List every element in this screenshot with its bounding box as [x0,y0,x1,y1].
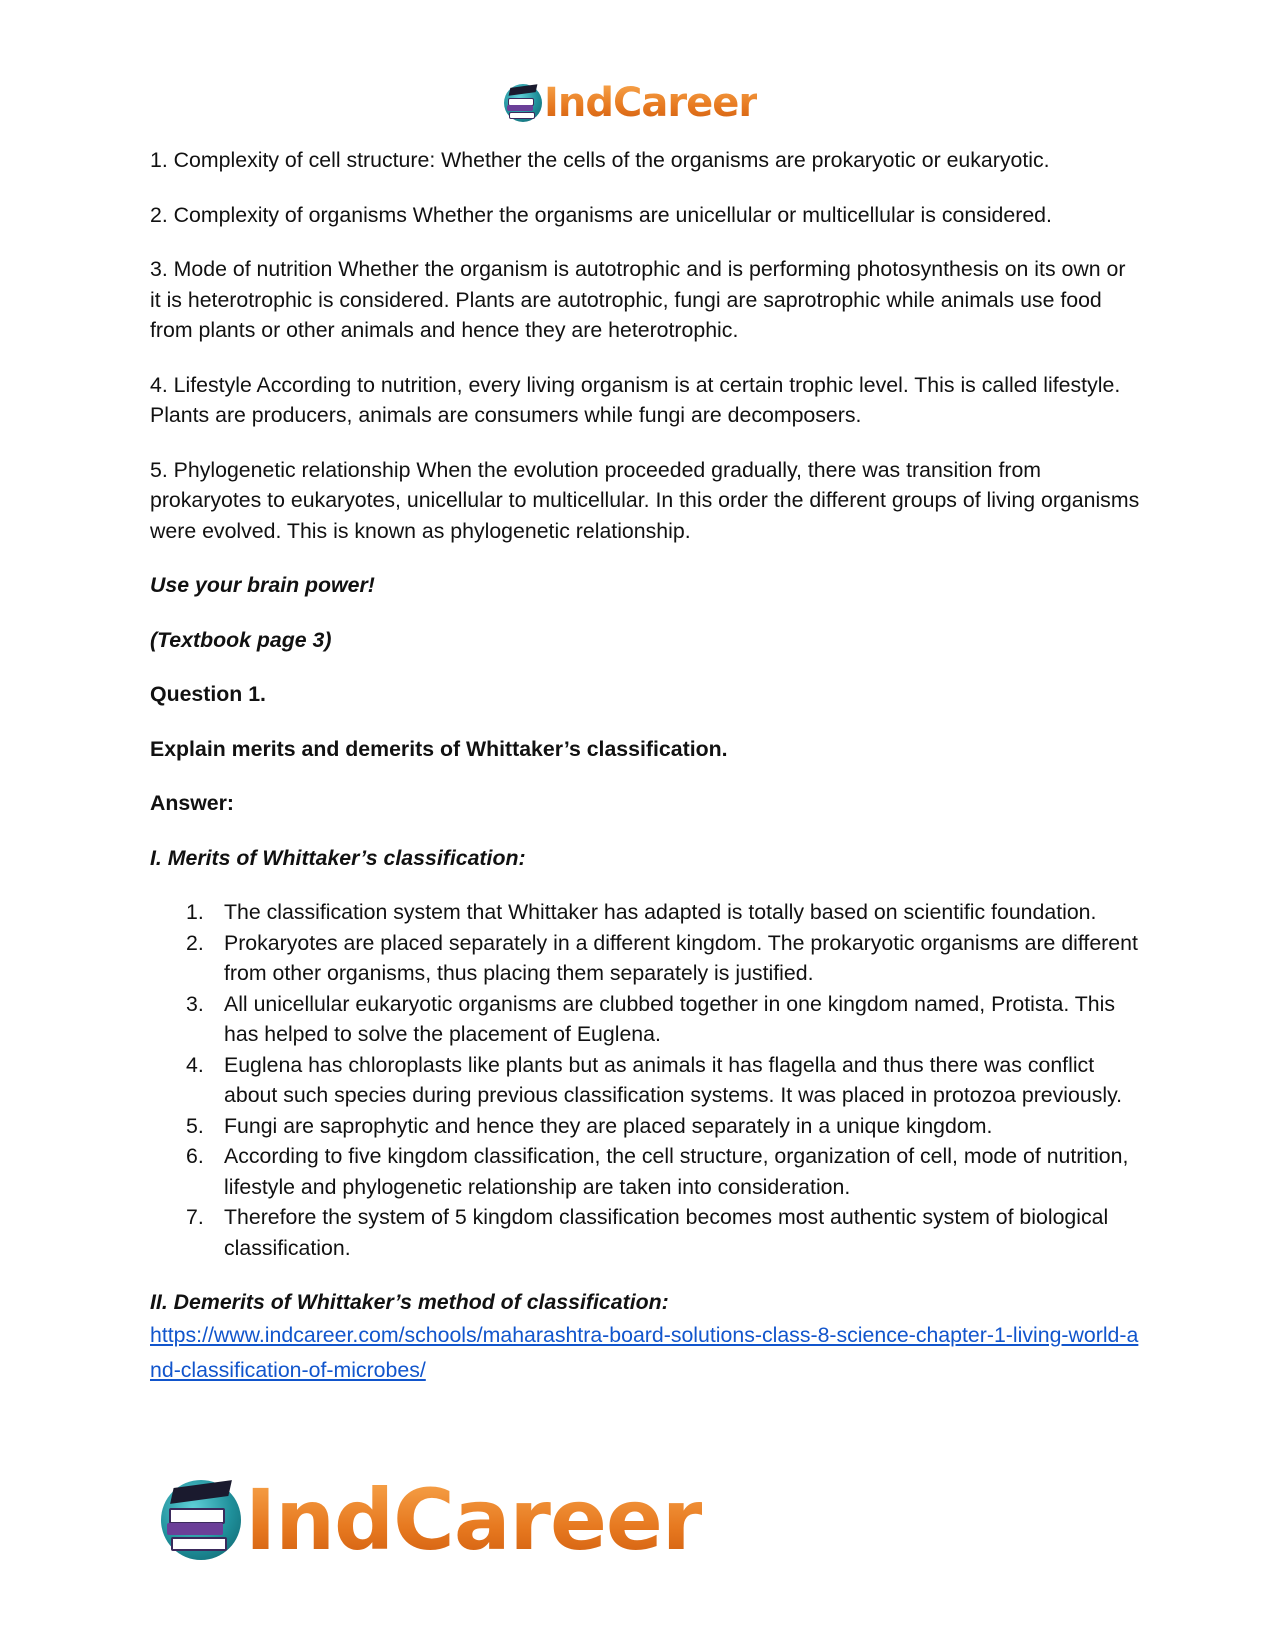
list-item-text: Euglena has chloroplasts like plants but as animals it has flagella and thus there was conflict about such species during previous classification systems. It was placed in protozoa previously. [224,1052,1123,1107]
list-item-text: The classification system that Whittaker has adapted is totally based on scientific foundation. [224,900,1097,924]
list-item [150,1141,1140,1202]
merits-list [150,897,1140,1263]
demerits-heading: II. Demerits of Whittaker’s method of classification: [150,1290,669,1314]
list-item-number: 2. [186,930,204,955]
list-item [150,1111,1140,1142]
footer-logo-text: IndCareer [245,1471,703,1569]
list-item-text: Prokaryotes are placed separately in a different kingdom. The prokaryotic organisms are different from other organisms, thus placing them separately is justified. [224,930,1138,985]
point-1: 1. Complexity of cell structure: Whether the cells of the organisms are prokaryotic or eukaryotic. [150,148,1050,172]
list-item-text: All unicellular eukaryotic organisms are clubbed together in one kingdom named, Protista. This has helped to solve the placement of Euglena. [224,991,1115,1046]
graduation-cap-books-icon [161,1480,241,1560]
list-item-text: Therefore the system of 5 kingdom classification becomes most authentic system of biological classification. [224,1205,1109,1260]
list-item-number: 3. [186,991,204,1016]
textbook-page-ref: (Textbook page 3) [150,627,332,652]
source-link[interactable]: https://www.indcareer.com/schools/maharashtra-board-solutions-class-8-science-chapter-1-living-world-and-classification-of-microbes/ [150,1322,1139,1382]
question-text: Explain merits and demerits of Whittaker’s classification. [150,736,728,761]
answer-label: Answer: [150,791,235,815]
list-item [150,1050,1140,1111]
graduation-cap-books-icon [504,84,542,122]
list-item [150,928,1140,989]
list-item-text: According to five kingdom classification, the cell structure, organization of cell, mode of nutrition, lifestyle and phylogenetic relationship are taken into consideration. [224,1144,1129,1199]
list-item-number: 5. [186,1113,204,1138]
footer-logo [161,1472,702,1568]
list-item [150,1202,1140,1263]
point-5: 5. Phylogenetic relationship When the evolution proceeded gradually, there was transition from prokaryotes to eukaryotes, unicellular to multicellular. In this order the different groups of living organisms were evolved. This is known as phylogenetic relationship. [150,457,1140,543]
list-item-number: 6. [186,1144,204,1168]
list-item-number: 1. [186,900,204,924]
list-item-text: Fungi are saprophytic and hence they are placed separately in a unique kingdom. [224,1113,993,1138]
list-item [150,989,1140,1050]
point-4: 4. Lifestyle According to nutrition, every living organism is at certain trophic level. This is called lifestyle. Plants are producers, animals are consumers while fungi are decomposers. [150,372,1121,427]
point-3: 3. Mode of nutrition Whether the organism is autotrophic and is performing photosynthesis on its own or it is heterotrophic is considered. Plants are autotrophic, fungi are saprotrophic while animals use food from plants or other animals and hence they are heterotrophic. [150,257,1126,342]
point-2: 2. Complexity of organisms Whether the organisms are unicellular or multicellular is considered. [150,202,1052,227]
merits-heading: I. Merits of Whittaker’s classification: [150,845,526,870]
document-body [150,145,1140,1388]
list-item [150,897,1140,928]
list-item-number: 7. [186,1205,204,1229]
question-label: Question 1. [150,682,266,706]
header-logo [504,80,757,126]
list-item-number: 4. [186,1052,204,1077]
brain-power-heading: Use your brain power! [150,573,375,597]
header-logo-text: IndCareer [544,80,758,126]
